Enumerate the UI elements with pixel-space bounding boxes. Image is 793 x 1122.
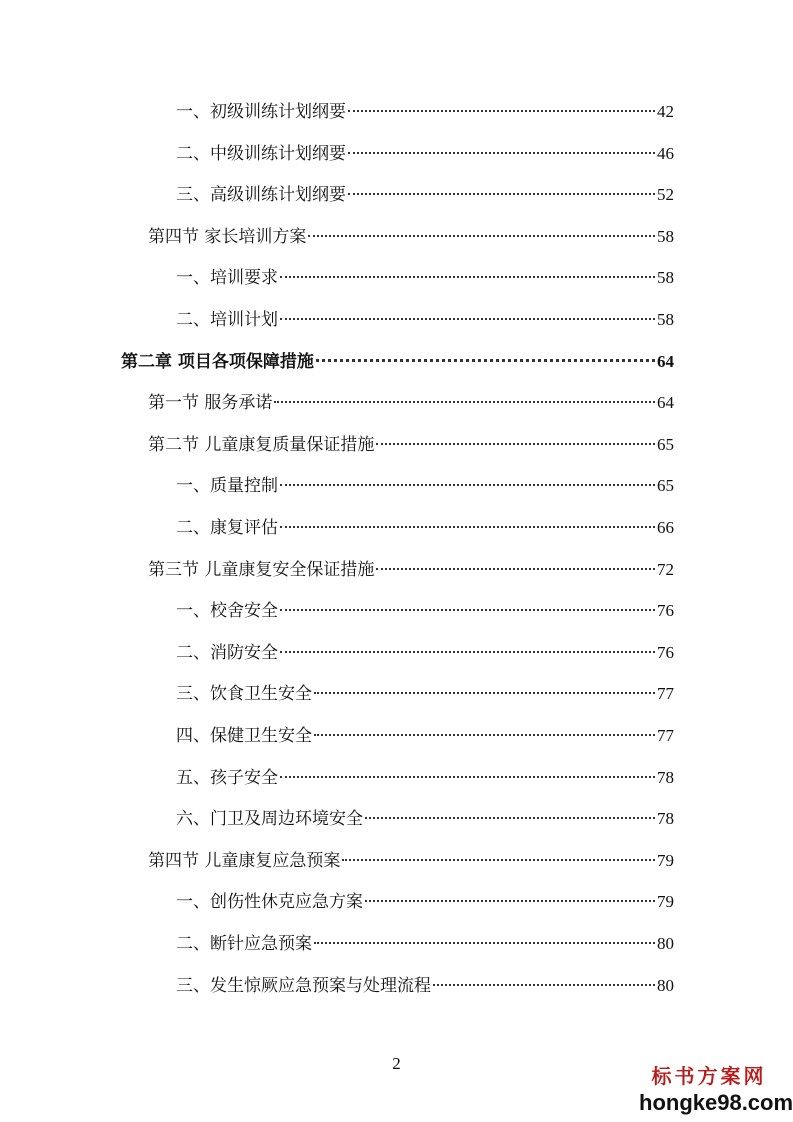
toc-title: 第一节 服务承诺	[148, 393, 273, 413]
toc-entry-item	[176, 804, 674, 834]
toc-leader-dots	[280, 276, 655, 278]
toc-entry-section	[148, 222, 674, 252]
toc-entry-item	[176, 305, 674, 335]
toc-entry-section	[148, 430, 674, 460]
toc-page-number: 65	[657, 435, 674, 454]
toc-leader-dots	[365, 817, 655, 819]
toc-entry-item	[176, 596, 674, 626]
toc-title: 五、孩子安全	[176, 768, 278, 788]
toc-leader-dots	[308, 235, 655, 237]
toc-leader-dots	[376, 443, 655, 445]
toc-title: 六、门卫及周边环境安全	[176, 809, 363, 829]
toc-title: 第四节 家长培训方案	[148, 227, 307, 247]
toc-page-number: 79	[657, 851, 674, 870]
toc-entry-item	[176, 263, 674, 293]
toc-leader-dots	[316, 359, 655, 362]
toc-leader-dots	[342, 859, 655, 861]
toc-entry-section	[148, 846, 674, 876]
toc-page-number: 80	[657, 976, 674, 995]
toc-page-number: 72	[657, 560, 674, 579]
toc-page-number: 66	[657, 518, 674, 537]
toc-title: 第三节 儿童康复安全保证措施	[148, 560, 375, 580]
toc-leader-dots	[280, 318, 655, 320]
toc-page-number: 78	[657, 768, 674, 787]
toc-entry-item	[176, 887, 674, 917]
toc-leader-dots	[280, 776, 655, 778]
toc-entry-section	[148, 388, 674, 418]
toc-page-number: 79	[657, 892, 674, 911]
toc-title: 二、培训计划	[176, 310, 278, 330]
toc-page-number: 65	[657, 476, 674, 495]
toc-leader-dots	[376, 568, 655, 570]
toc-entry-item	[176, 929, 674, 959]
toc-page-number: 58	[657, 310, 674, 329]
watermark-logo	[639, 1064, 793, 1116]
toc-entry-item	[176, 971, 674, 1001]
toc-title: 二、康复评估	[176, 518, 278, 538]
watermark-name: 标书方案网	[651, 1066, 767, 1088]
toc-page-number: 58	[657, 227, 674, 246]
toc-leader-dots	[280, 484, 655, 486]
toc-leader-dots	[280, 651, 655, 653]
toc-page-number: 52	[657, 185, 674, 204]
toc-entry-item	[176, 679, 674, 709]
toc-title: 一、初级训练计划纲要	[176, 102, 346, 122]
toc-entry-item	[176, 638, 674, 668]
toc-title: 一、校舍安全	[176, 601, 278, 621]
toc-leader-dots	[348, 110, 655, 112]
toc-title: 第二节 儿童康复质量保证措施	[148, 435, 375, 455]
toc-leader-dots	[314, 734, 655, 736]
toc-leader-dots	[348, 193, 655, 195]
toc-leader-dots	[314, 692, 655, 694]
toc-title: 二、断针应急预案	[176, 934, 312, 954]
toc-page-number: 76	[657, 601, 674, 620]
toc-page-number: 80	[657, 934, 674, 953]
toc-page-number: 42	[657, 102, 674, 121]
toc-title: 二、消防安全	[176, 643, 278, 663]
toc-entry-item	[176, 763, 674, 793]
toc-entry-chapter	[121, 347, 674, 377]
toc-page-number: 77	[657, 726, 674, 745]
toc-title: 三、发生惊厥应急预案与处理流程	[176, 976, 431, 996]
toc-title: 第二章 项目各项保障措施	[121, 352, 314, 372]
toc-entry-item	[176, 139, 674, 169]
toc-page-number: 77	[657, 684, 674, 703]
toc-entry-item	[176, 180, 674, 210]
toc-page-number: 78	[657, 809, 674, 828]
page-number: 2	[392, 1054, 401, 1073]
toc-leader-dots	[280, 526, 655, 528]
toc-page-number: 46	[657, 144, 674, 163]
toc-leader-dots	[314, 942, 655, 944]
toc-entry-item	[176, 513, 674, 543]
toc-entry-section	[148, 555, 674, 585]
toc-leader-dots	[274, 401, 655, 403]
toc-entry-item	[176, 721, 674, 751]
watermark-url: hongke98.com	[639, 1090, 793, 1115]
toc-leader-dots	[280, 609, 655, 611]
toc-title: 第四节 儿童康复应急预案	[148, 851, 341, 871]
toc-page-number: 58	[657, 268, 674, 287]
toc-title: 一、培训要求	[176, 268, 278, 288]
toc-title: 二、中级训练计划纲要	[176, 144, 346, 164]
toc-title: 四、保健卫生安全	[176, 726, 312, 746]
toc-leader-dots	[365, 900, 655, 902]
toc-leader-dots	[433, 984, 655, 986]
toc-leader-dots	[348, 152, 655, 154]
toc-title: 三、高级训练计划纲要	[176, 185, 346, 205]
toc-page-number: 76	[657, 643, 674, 662]
toc-title: 一、创伤性休克应急方案	[176, 892, 363, 912]
toc-page-number: 64	[657, 352, 674, 371]
toc-entry-item	[176, 97, 674, 127]
toc-title: 一、质量控制	[176, 476, 278, 496]
toc-page-number: 64	[657, 393, 674, 412]
toc-title: 三、饮食卫生安全	[176, 684, 312, 704]
toc-entry-item	[176, 471, 674, 501]
